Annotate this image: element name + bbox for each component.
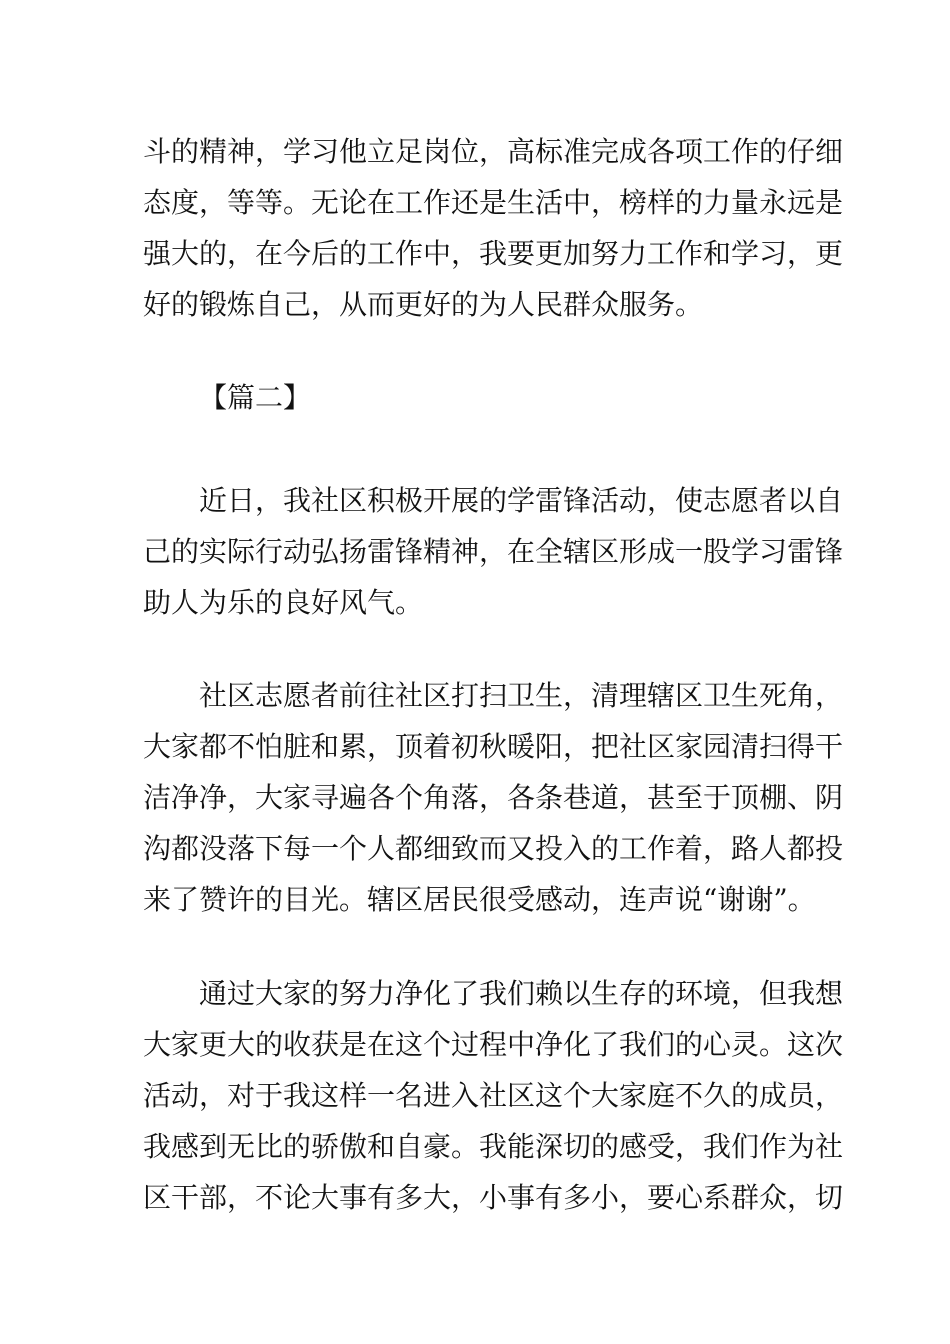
text-line: 通过大家的努力净化了我们赖以生存的环境，但我想: [199, 977, 844, 1010]
text-line: 己的实际行动弘扬雷锋精神，在全辖区形成一股学习雷锋: [143, 535, 844, 568]
paragraph: [143, 670, 844, 925]
paragraph-continuation: [143, 126, 844, 330]
text-line: 强大的，在今后的工作中，我要更加努力工作和学习，更: [143, 237, 844, 270]
paragraph: [143, 475, 844, 628]
text-line: 区干部，不论大事有多大，小事有多小，要心系群众，切: [143, 1181, 844, 1214]
section-heading: 【篇二】: [199, 381, 312, 414]
text-line: 态度，等等。无论在工作还是生活中，榜样的力量永远是: [143, 186, 844, 219]
text-line: 大家都不怕脏和累，顶着初秋暖阳，把社区家园清扫得干: [143, 730, 844, 763]
text-line: 助人为乐的良好风气。: [143, 586, 424, 619]
text-line: 近日，我社区积极开展的学雷锋活动，使志愿者以自: [199, 484, 844, 517]
text-line: 活动，对于我这样一名进入社区这个大家庭不久的成员，: [143, 1079, 844, 1112]
text-line: 社区志愿者前往社区打扫卫生，清理辖区卫生死角，: [199, 679, 844, 712]
paragraph: [143, 968, 844, 1223]
text-line: 大家更大的收获是在这个过程中净化了我们的心灵。这次: [143, 1028, 844, 1061]
text-line: 我感到无比的骄傲和自豪。我能深切的感受，我们作为社: [143, 1130, 844, 1163]
text-line: 斗的精神，学习他立足岗位，高标准完成各项工作的仔细: [143, 135, 844, 168]
text-line: 好的锻炼自己，从而更好的为人民群众服务。: [143, 288, 704, 321]
text-line: 沟都没落下每一个人都细致而又投入的工作着，路人都投: [143, 832, 844, 865]
text-line: 来了赞许的目光。辖区居民很受感动，连声说“谢谢”。: [143, 883, 816, 916]
text-line: 洁净净，大家寻遍各个角落，各条巷道，甚至于顶棚、阴: [143, 781, 844, 814]
